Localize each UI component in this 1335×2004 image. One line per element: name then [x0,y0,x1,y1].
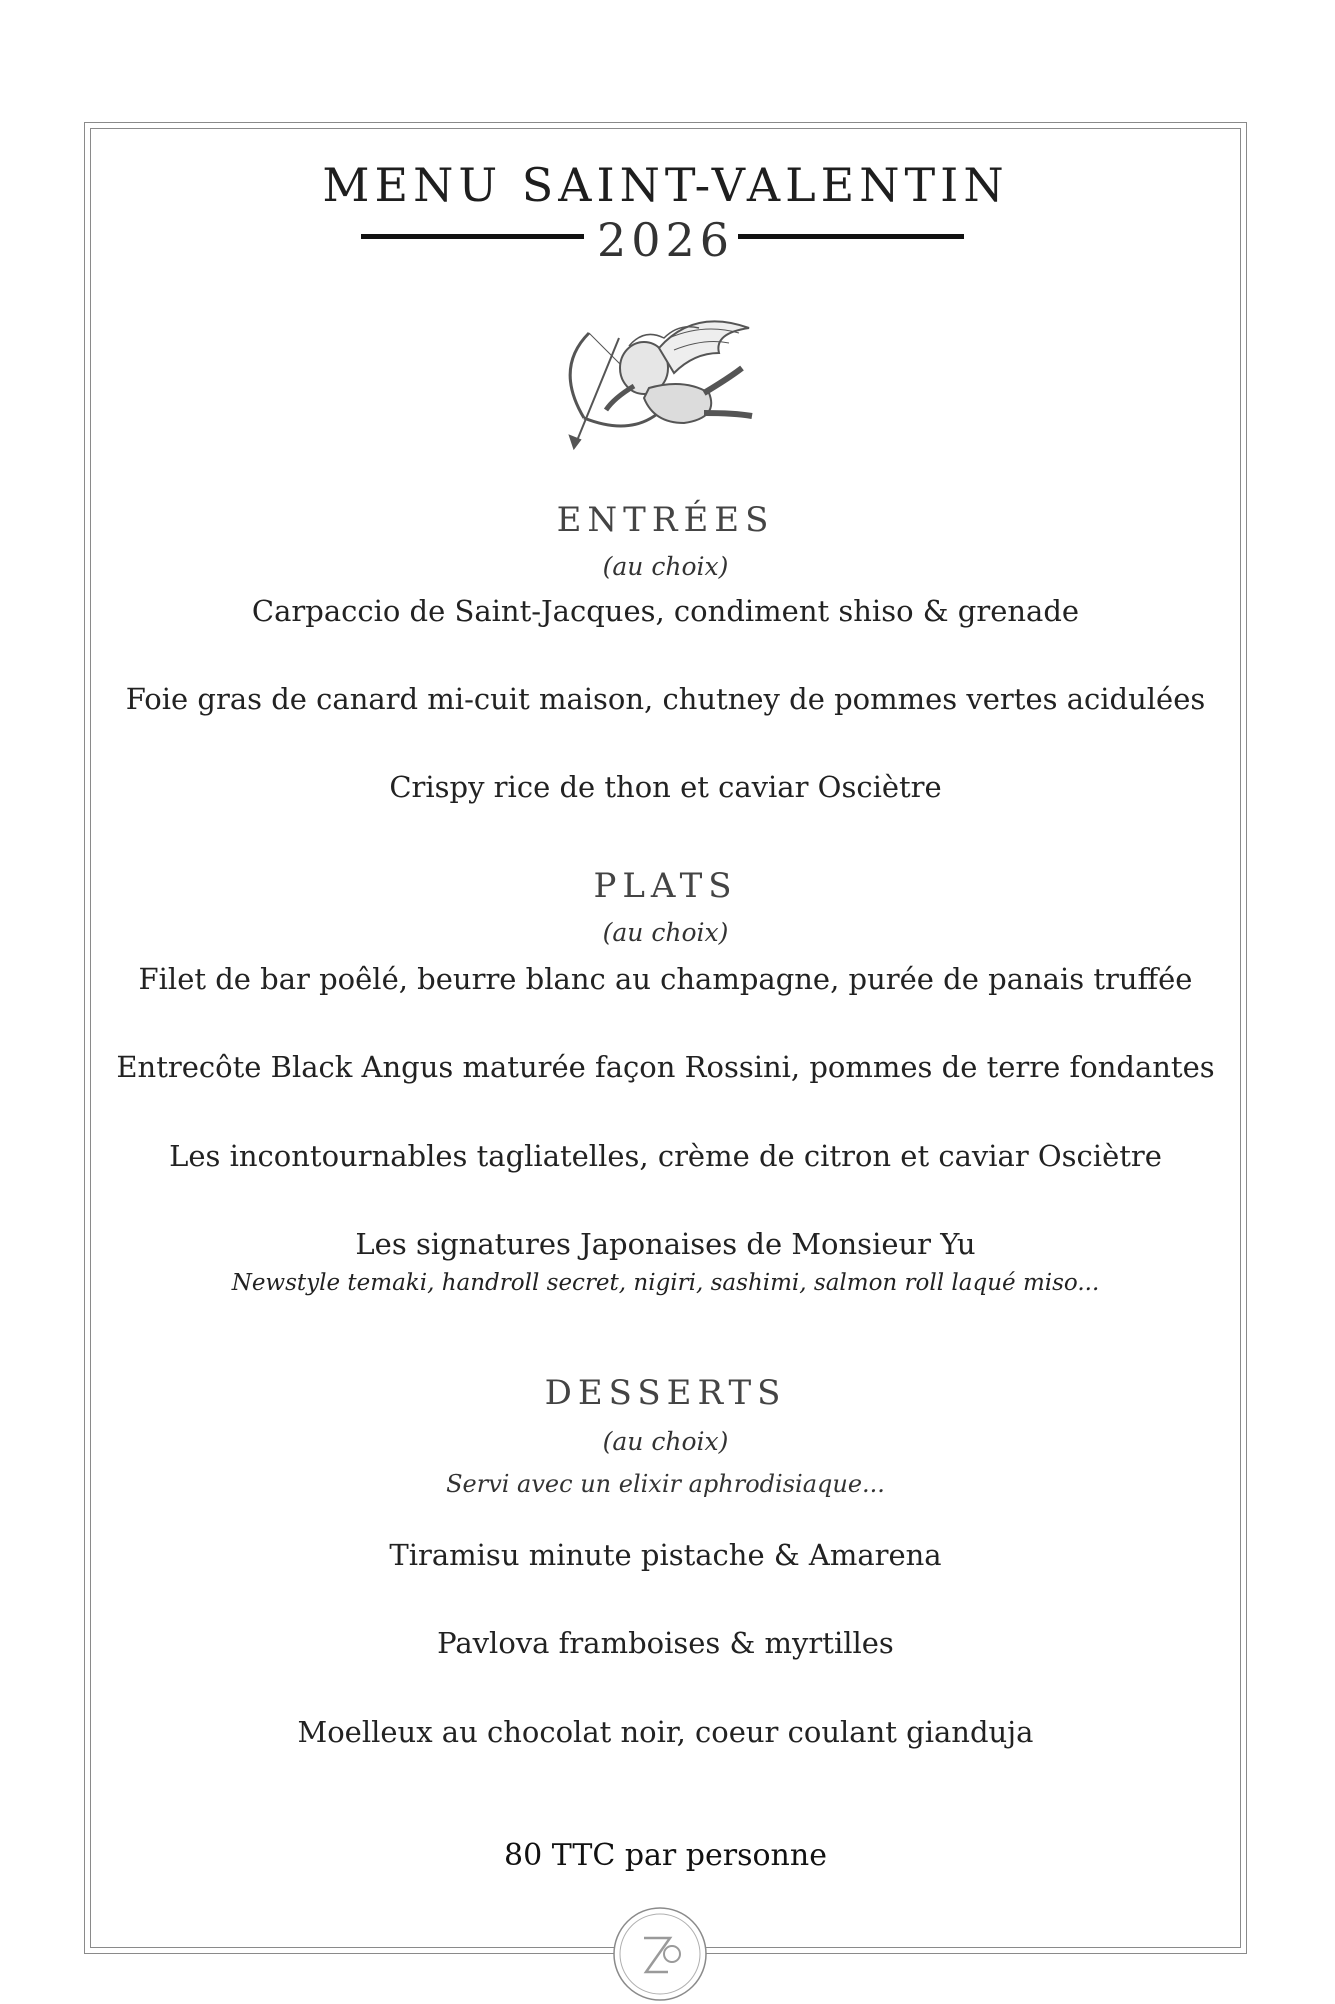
dish-item-detail: Newstyle temaki, handroll secret, nigiri, sashimi, salmon roll laqué miso... [231,1270,1100,1296]
dish-item: Carpaccio de Saint-Jacques, condiment shiso & grenade [251,594,1080,628]
section-title-entrees: ENTRÉES [556,500,775,540]
section-title-desserts: DESSERTS [544,1373,787,1413]
dish-item: Les incontournables tagliatelles, crème de citron et caviar Osciètre [169,1139,1162,1173]
section-choice-plats: (au choix) [602,918,729,947]
year-rule-right [738,234,964,239]
price-label: 80 TTC par personne [504,1838,827,1873]
section-note-desserts: Servi avec un elixir aphrodisiaque... [446,1470,885,1498]
dish-item: Crispy rice de thon et caviar Osciètre [389,770,942,804]
dish-item: Pavlova framboises & myrtilles [437,1626,894,1660]
dish-item: Entrecôte Black Angus maturée façon Rossini, pommes de terre fondantes [116,1050,1215,1084]
cupid-icon [544,298,794,458]
dish-item: Filet de bar poêlé, beurre blanc au champagne, purée de panais truffée [138,962,1193,996]
dish-item: Tiramisu minute pistache & Amarena [389,1538,942,1572]
monogram-logo-icon [610,1904,710,2004]
menu-year: 2026 [596,213,735,267]
section-choice-entrees: (au choix) [602,552,729,581]
dish-item: Les signatures Japonaises de Monsieur Yu [355,1227,976,1261]
dish-item: Foie gras de canard mi-cuit maison, chutney de pommes vertes acidulées [125,682,1206,716]
menu-title: MENU SAINT-VALENTIN [322,158,1009,212]
section-title-plats: PLATS [593,866,738,906]
section-choice-desserts: (au choix) [602,1427,729,1456]
dish-item: Moelleux au chocolat noir, coeur coulant gianduja [297,1715,1034,1749]
